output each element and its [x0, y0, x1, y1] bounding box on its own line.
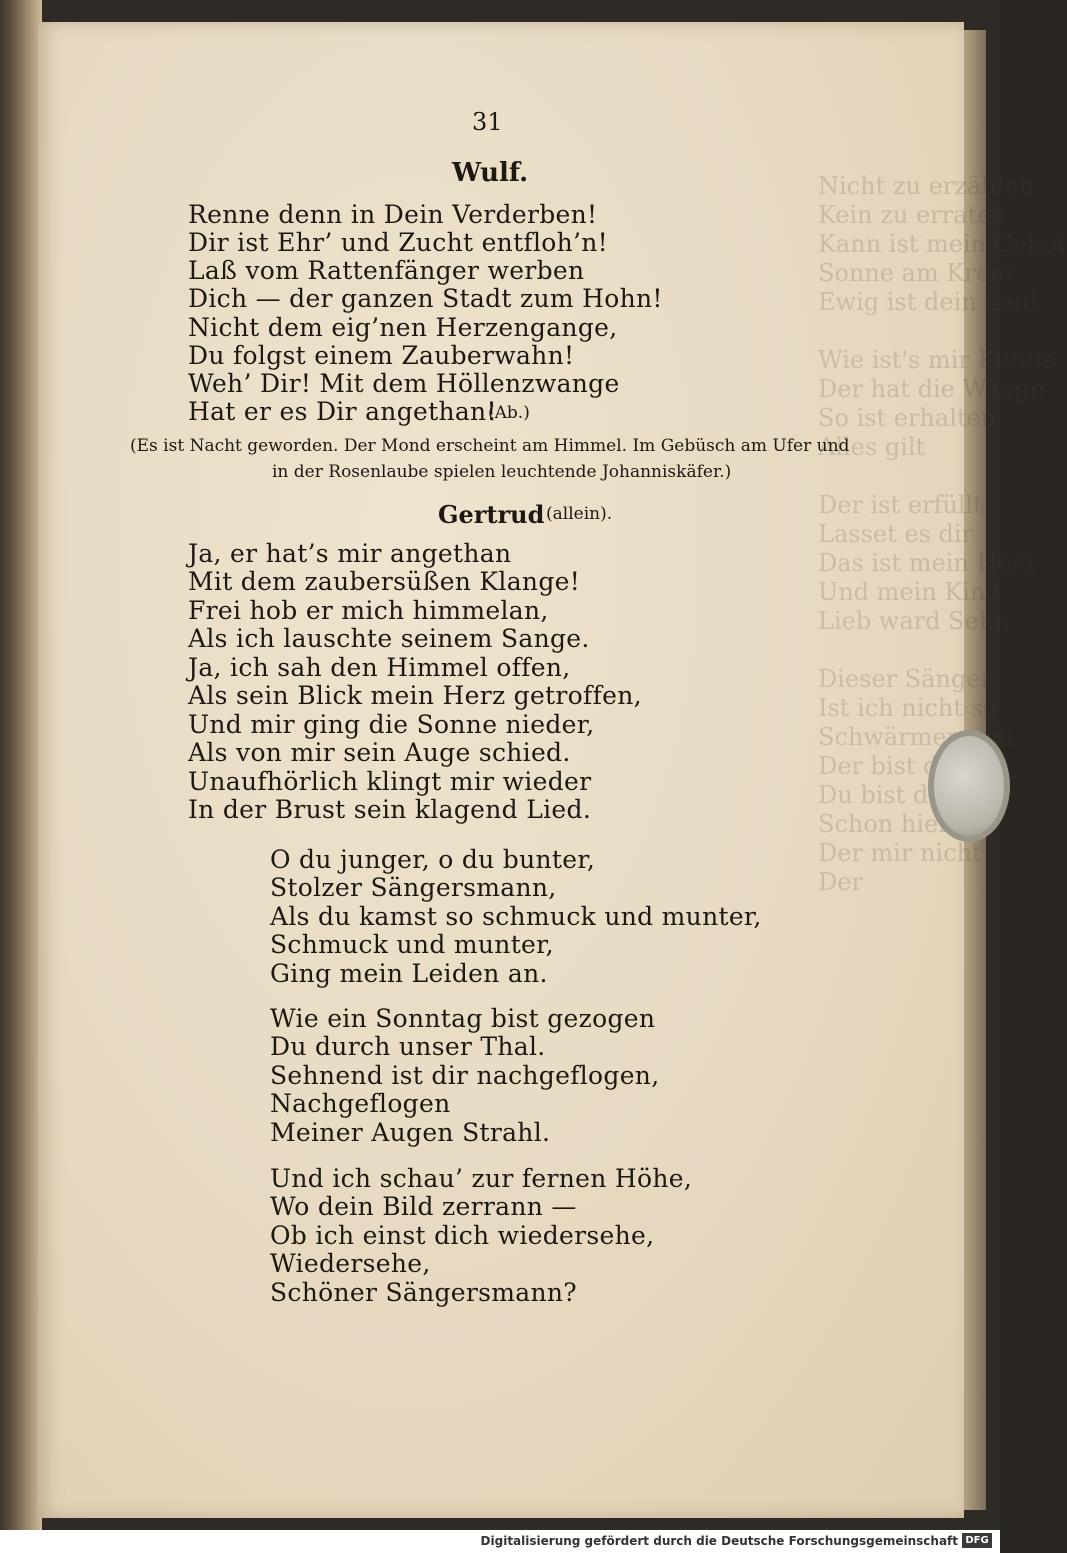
- page-number: 31: [472, 108, 503, 136]
- verse-line: In der Brust sein klagend Lied.: [188, 795, 592, 824]
- verse-line: O du junger, o du bunter,: [270, 845, 596, 874]
- verse-line: Und ich schau’ zur fernen Höhe,: [270, 1164, 693, 1193]
- verse-line: Stolzer Sängersmann,: [270, 873, 557, 902]
- verse-line: Ob ich einst dich wiedersehe,: [270, 1221, 655, 1250]
- verse-line: Als von mir sein Auge schied.: [188, 738, 571, 767]
- verse-line: Frei hob er mich himmelan,: [188, 596, 549, 625]
- verse-line: Wo dein Bild zerrann —: [270, 1192, 577, 1221]
- verse-line: Und mir ging die Sonne nieder,: [188, 710, 595, 739]
- verse-line: Sehnend ist dir nachgeflogen,: [270, 1061, 660, 1090]
- exit-note: (Ab.): [488, 403, 530, 423]
- verse-line: Nachgeflogen: [270, 1089, 451, 1118]
- verse-line: Renne denn in Dein Verderben!: [188, 200, 598, 229]
- stage-direction-line: (Es ist Nacht geworden. Der Mond erscheint am Himmel. Im Gebüsch am Ufer und: [130, 436, 850, 456]
- verse-line: Hat er es Dir angethan!: [188, 397, 497, 426]
- verse-line: Schöner Sängersmann?: [270, 1278, 578, 1307]
- verse-line: Dir ist Ehr’ und Zucht entfloh’n!: [188, 228, 609, 257]
- page-clip: [928, 730, 1010, 842]
- verse-line: Wiedersehe,: [270, 1249, 431, 1278]
- verse-line: Dich — der ganzen Stadt zum Hohn!: [188, 284, 663, 313]
- verse-line: Schmuck und munter,: [270, 930, 554, 959]
- verse-line: Mit dem zaubersüßen Klange!: [188, 567, 581, 596]
- verse-line: Ja, ich sah den Himmel offen,: [188, 653, 571, 682]
- verse-line: Nicht dem eig’nen Herzengange,: [188, 313, 618, 342]
- verse-line: Ja, er hat’s mir angethan: [188, 539, 512, 568]
- stage-direction-line: in der Rosenlaube spielen leuchtende Johanniskäfer.): [272, 462, 732, 482]
- show-through-text: Nicht zu Kein zu erraten Kann ist mein Gebot Sonne am Ewig ist dein Leid Wie ist's mir Kunde Der hat die Wange So ist erhalten Alles gilt Der ist erfüllt Lasset es dir Das ist mein Herz Und mein Lieb ward Dieser Sänger Ist ich nicht Schwärmen, Der bist Du bist Schon hier Der mir nicht Der: [818, 172, 1067, 896]
- verse-line: Weh’ Dir! Mit dem Höllenzwange: [188, 369, 620, 398]
- dfg-logo-icon: DFG: [962, 1533, 992, 1548]
- verse-line: Als du kamst so schmuck und munter,: [270, 902, 762, 931]
- footer-credit: Digitalisierung gefördert durch die Deutsche Forschungsgemeinschaft: [480, 1534, 958, 1548]
- verse-line: Als sein Blick mein Herz getroffen,: [188, 681, 642, 710]
- speaker-note: (allein).: [546, 504, 613, 524]
- speaker-gertrud: Gertrud: [438, 500, 545, 529]
- verse-line: Ging mein Leiden an.: [270, 959, 548, 988]
- speaker-wulf: Wulf.: [452, 158, 529, 188]
- verse-line: Als ich lauschte seinem Sange.: [188, 624, 590, 653]
- verse-line: Unaufhörlich klingt mir wieder: [188, 767, 592, 796]
- book-spine: [0, 0, 42, 1553]
- verse-line: Du durch unser Thal.: [270, 1032, 546, 1061]
- verse-line: Laß vom Rattenfänger werben: [188, 256, 585, 285]
- verse-line: Du folgst einem Zauberwahn!: [188, 341, 575, 370]
- verse-line: Wie ein Sonntag bist gezogen: [270, 1004, 656, 1033]
- verse-line: Meiner Augen Strahl.: [270, 1118, 551, 1147]
